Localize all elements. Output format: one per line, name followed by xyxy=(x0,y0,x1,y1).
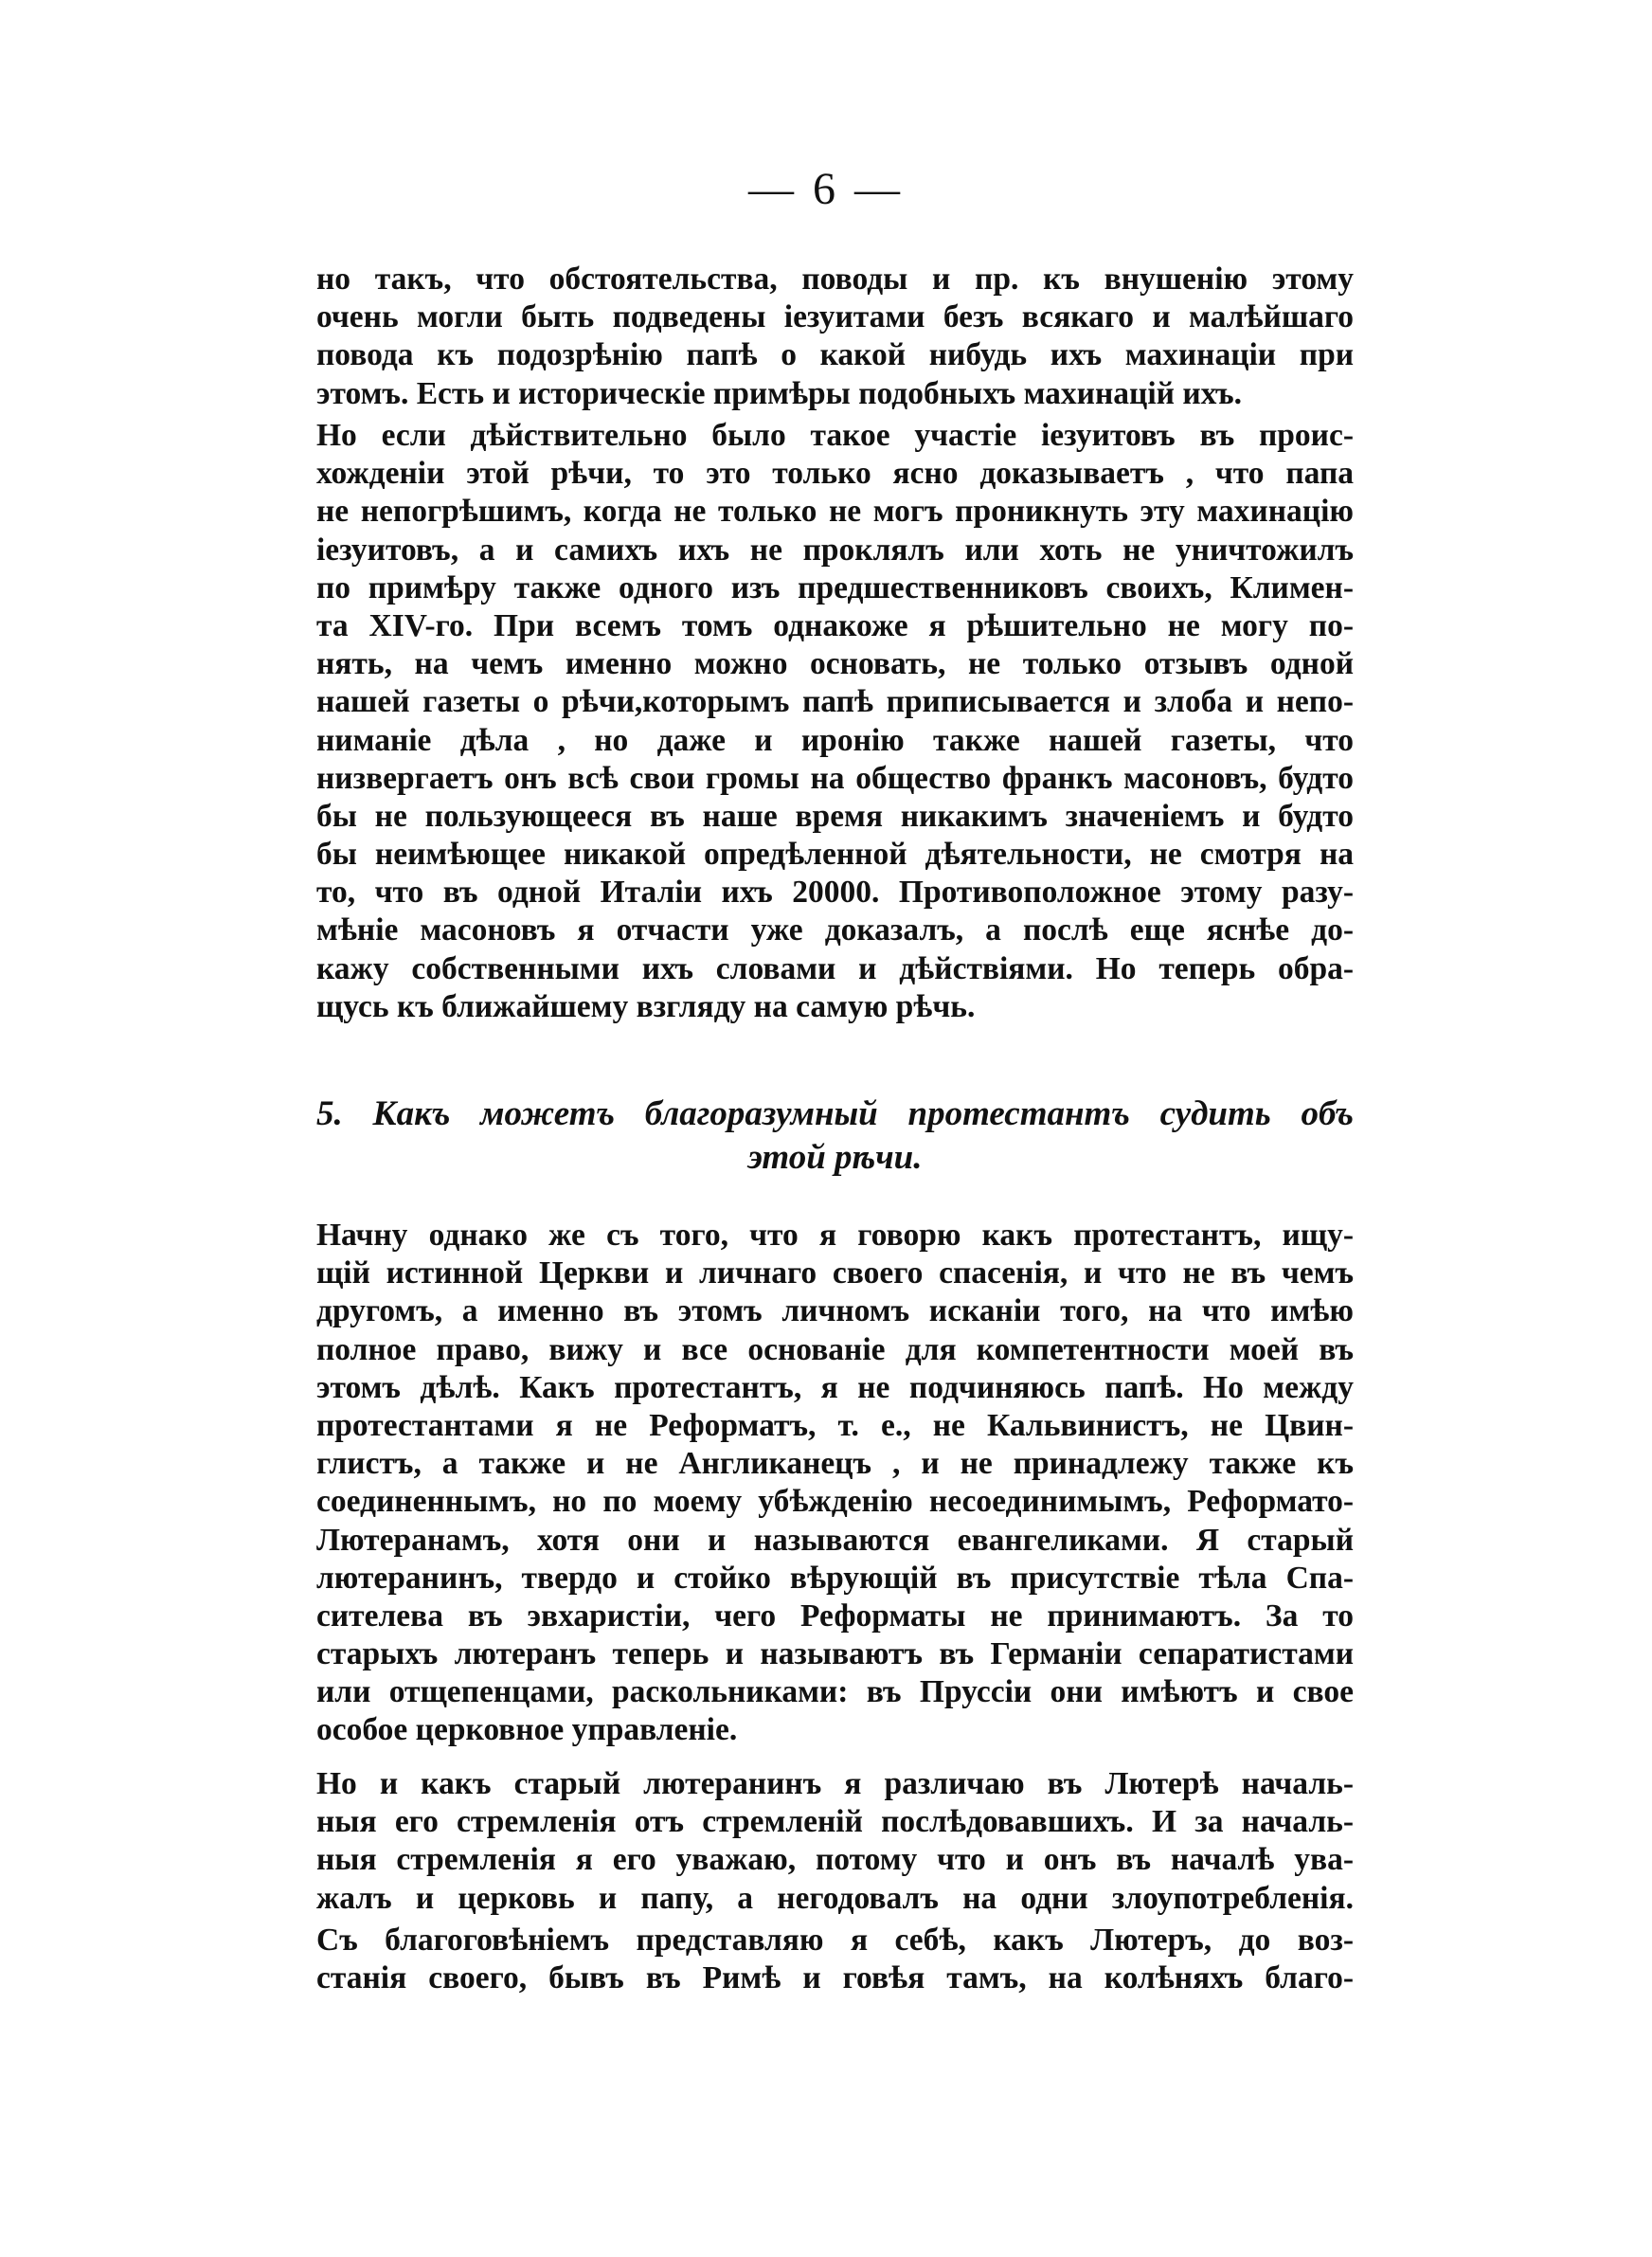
text-line: нять, на чемъ именно можно основать, не только отзывъ одной xyxy=(316,646,1354,682)
text-line: Начну однако же съ того, что я говорю какъ протестантъ, ищу- xyxy=(316,1218,1354,1253)
paragraph-1 xyxy=(316,261,1354,413)
text-line: та XIV-го. При всемъ томъ однакоже я рѣшительно не могу по- xyxy=(316,607,1354,643)
text-line: станія своего, бывъ въ Римѣ и говѣя тамъ, на колѣняхъ благо- xyxy=(316,1960,1354,1996)
text-line: по примѣру также одного изъ предшественниковъ своихъ, Климен- xyxy=(316,569,1354,605)
text-line: протестантами я не Реформатъ, т. е., не Кальвинистъ, не Цвин- xyxy=(316,1407,1354,1443)
text-line: Лютеранамъ, хотя они и называются евангеликами. Я старый xyxy=(316,1522,1354,1558)
text-line: бы неимѣющее никакой опредѣленной дѣятельности, не смотря на xyxy=(316,837,1354,873)
text-line: ныя стремленія я его уважаю, потому что и онъ въ началѣ ува- xyxy=(316,1842,1354,1878)
paragraph-4 xyxy=(316,1765,1354,1918)
section-heading xyxy=(316,1092,1354,1180)
text-line: мѣніе масоновъ я отчасти уже доказалъ, а послѣ еще яснѣе до- xyxy=(316,912,1354,948)
text-line: этомъ дѣлѣ. Какъ протестантъ, я не подчиняюсь папѣ. Но между xyxy=(316,1369,1354,1405)
text-line: сителева въ эвхаристіи, чего Реформаты не принимаютъ. За то xyxy=(316,1598,1354,1634)
text-line: Но если дѣйствительно было такое участіе іезуитовъ въ проис- xyxy=(316,418,1354,453)
page-number: — 6 — xyxy=(748,164,904,214)
text-line: ниманіе дѣла , но даже и иронію также нашей газеты, что xyxy=(316,722,1354,758)
text-line: Но и какъ старый лютеранинъ я различаю въ Лютерѣ началь- xyxy=(316,1766,1354,1801)
text-line: полное право, вижу и все основаніе для компетентности моей въ xyxy=(316,1331,1354,1367)
text-line: глистъ, а также и не Англиканецъ , и не принадлежу также къ xyxy=(316,1446,1354,1482)
text-line: нашей газеты о рѣчи,которымъ папѣ приписывается и злоба и непо- xyxy=(316,684,1354,720)
text-line: хожденіи этой рѣчи, то это только ясно доказываетъ , что папа xyxy=(316,456,1354,492)
text-line: щій истинной Церкви и личнаго своего спасенія, и что не въ чемъ xyxy=(316,1255,1354,1291)
text-line: старыхъ лютеранъ теперь и называютъ въ Германіи сепаратистами xyxy=(316,1636,1354,1672)
text-line: повода къ подозрѣнію папѣ о какой нибудь ихъ махинаціи при xyxy=(316,337,1354,373)
text-line: кажу собственными ихъ словами и дѣйствіями. Но теперь обра- xyxy=(316,950,1354,986)
text-line: низвергаетъ онъ всѣ свои громы на общество франкъ масоновъ, будто xyxy=(316,760,1354,796)
text-line: другомъ, а именно въ этомъ личномъ исканіи того, на что имѣю xyxy=(316,1293,1354,1329)
paragraph-2 xyxy=(316,417,1354,1026)
text-line: Съ благоговѣніемъ представляю я себѣ, какъ Лютеръ, до воз- xyxy=(316,1923,1354,1958)
text-line: лютеранинъ, твердо и стойко вѣрующій въ присутствіе тѣла Спа- xyxy=(316,1560,1354,1596)
text-line: то, что въ одной Италіи ихъ 20000. Противоположное этому разу- xyxy=(316,875,1354,911)
text-line: бы не пользующееся въ наше время никакимъ значеніемъ и будто xyxy=(316,798,1354,834)
heading-line: 5. Какъ можетъ благоразумный протестантъ судить объ xyxy=(316,1094,1354,1133)
text-line: жалъ и церковь и папу, а негодовалъ на одни злоупотребленія. xyxy=(316,1880,1354,1916)
text-line: іезуитовъ, а и самихъ ихъ не проклялъ или хоть не уничтожилъ xyxy=(316,532,1354,568)
text-line: или отщепенцами, раскольниками: въ Пруссіи они имѣютъ и свое xyxy=(316,1674,1354,1710)
text-line: очень могли быть подведены іезуитами безъ всякаго и малѣйшаго xyxy=(316,299,1354,335)
text-line: этомъ. Есть и историческіе примѣры подобныхъ махинацій ихъ. xyxy=(316,375,1242,411)
paragraph-3 xyxy=(316,1217,1354,1750)
text-line: особое церковное управленіе. xyxy=(316,1712,738,1748)
text-line: не непогрѣшимъ, когда не только не могъ проникнуть эту махинацію xyxy=(316,494,1354,530)
heading-line: этой рѣчи. xyxy=(747,1138,923,1177)
text-line: щусь къ ближайшему взгляду на самую рѣчь. xyxy=(316,988,976,1024)
text-line: соединеннымъ, но по моему убѣжденію несоединимымъ, Реформато- xyxy=(316,1484,1354,1520)
text-line: но такъ, что обстоятельства, поводы и пр. къ внушенію этому xyxy=(316,262,1354,297)
text-line: ныя его стремленія отъ стремленій послѣдовавшихъ. И за началь- xyxy=(316,1804,1354,1840)
paragraph-5 xyxy=(316,1922,1354,1997)
